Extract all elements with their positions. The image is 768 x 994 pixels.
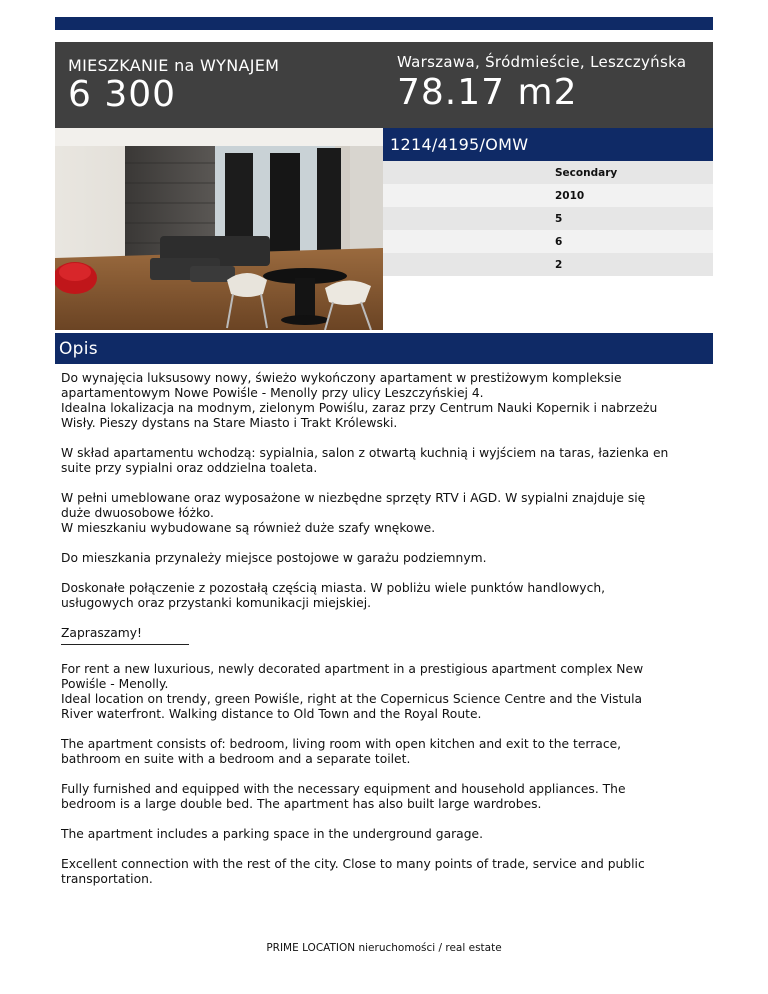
top-accent-bar	[55, 17, 713, 30]
description-paragraph: Do wynajęcia luksusowy nowy, świeżo wykończony apartament w prestiżowym kompleksie apartamentowym Nowe Powiśle - Menolly przy ulicy Leszczyńskiej 4. Idealna lokalizacja na modnym, zielonym Powiślu, zaraz przy Centrum Nauki Kopernik i nabrzeżu Wisły. Pieszy dystans na Stare Miasto i Trakt Królewski.	[61, 371, 658, 430]
listing-price: 6 300	[68, 74, 177, 115]
footer-agency: PRIME LOCATION nieruchomości / real estate	[266, 942, 502, 954]
description-paragraph: W skład apartamentu wchodzą: sypialnia, salon z otwartą kuchnią i wyjściem na taras, łazienka en suite przy sypialni oraz oddzielna toaleta.	[61, 446, 669, 475]
description-paragraph: W pełni umeblowane oraz wyposażone w niezbędne sprzęty RTV i AGD. W sypialni znajduje się duże dwuosobowe łóżko. W mieszkaniu wybudowane są również duże szafy wnękowe.	[61, 491, 646, 535]
detail-row-floor	[383, 207, 713, 230]
listing-location: Warszawa, Śródmieście, Leszczyńska	[397, 53, 687, 71]
detail-row-rooms	[383, 253, 713, 276]
apartment-photo	[55, 128, 383, 330]
detail-value: 2010	[555, 190, 585, 202]
section-header-opis	[55, 333, 713, 364]
description-paragraph: Do mieszkania przynależy miejsce postojowe w garażu podziemnym.	[61, 551, 487, 565]
detail-value: 5	[555, 213, 563, 225]
detail-value: 6	[555, 236, 563, 248]
description-paragraph: For rent a new luxurious, newly decorated apartment in a prestigious apartment complex New Powiśle - Menolly. Ideal location on trendy, green Powiśle, right at the Copernicus Science Centre and the Vistula River waterfront. Walking distance to Old Town and the Royal Route.	[61, 662, 644, 721]
listing-area: 78.17 m2	[397, 72, 578, 113]
description-paragraph: Excellent connection with the rest of the city. Close to many points of trade, service and public transportation.	[61, 857, 645, 886]
detail-row-floors-total	[383, 230, 713, 253]
detail-row-market	[383, 161, 713, 184]
detail-value: 2	[555, 259, 563, 271]
listing-type: MIESZKANIE na WYNAJEM	[68, 56, 280, 75]
description	[61, 371, 711, 902]
listing-header	[55, 42, 713, 128]
description-paragraph: The apartment consists of: bedroom, living room with open kitchen and exit to the terrace, bathroom en suite with a bedroom and a separate toilet.	[61, 737, 622, 766]
section-title: Opis	[59, 339, 98, 359]
details-table	[383, 161, 713, 276]
detail-value: Secondary	[555, 167, 618, 179]
reference-bar	[383, 128, 713, 161]
detail-row-year	[383, 184, 713, 207]
language-divider	[61, 644, 189, 645]
reference-number: 1214/4195/OMW	[390, 135, 529, 154]
description-paragraph: Fully furnished and equipped with the necessary equipment and household appliances. The bedroom is a large double bed. The apartment has also built large wardrobes.	[61, 782, 626, 811]
description-paragraph: The apartment includes a parking space in the underground garage.	[61, 827, 483, 841]
description-paragraph: Doskonałe połączenie z pozostałą częścią miasta. W pobliżu wiele punktów handlowych, usługowych oraz przystanki komunikacji miejskiej.	[61, 581, 606, 610]
description-paragraph: Zapraszamy!	[61, 626, 142, 640]
